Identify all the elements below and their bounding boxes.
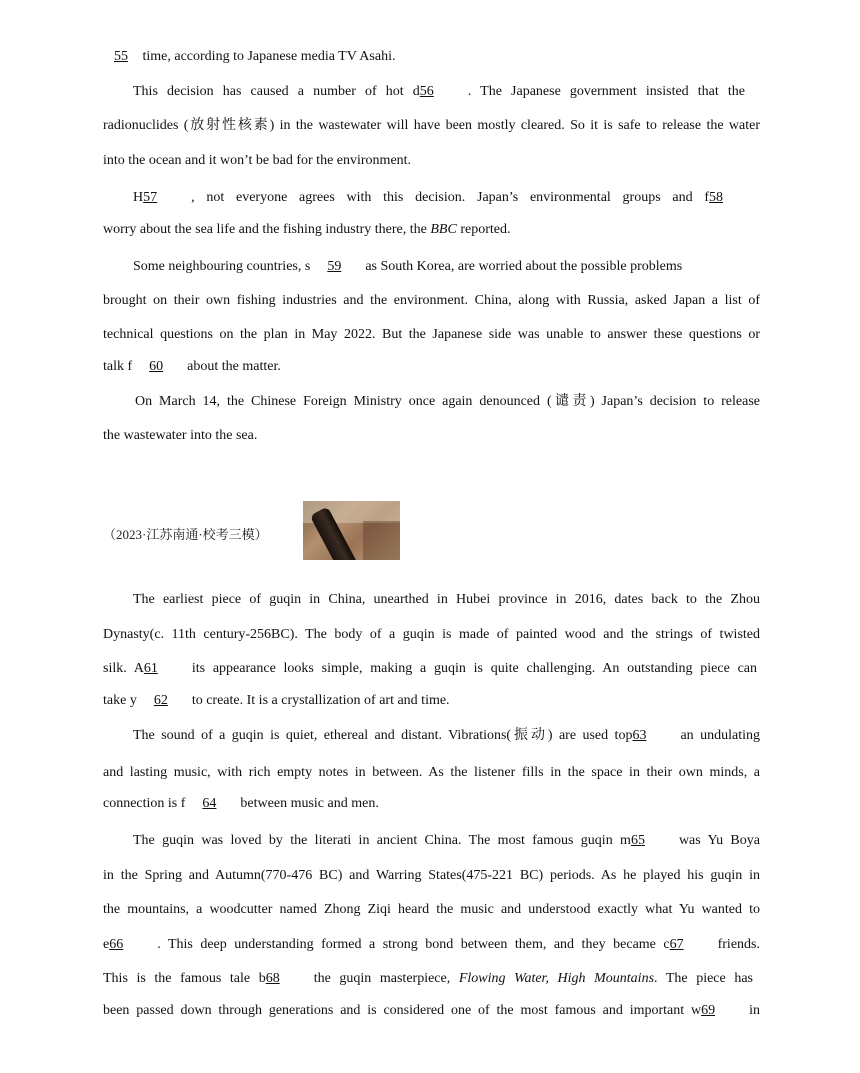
text-run: time, according to Japanese media TV Asahi.: [142, 49, 396, 64]
answer-blank-58[interactable]: 58: [709, 190, 723, 205]
text-line: brought on their own fishing industries and the environment. China, along with Russia, asked Japan a list of: [103, 293, 760, 308]
text-run: between music and men.: [240, 796, 379, 811]
text-run: connection is f: [103, 796, 186, 811]
text-run: take y: [103, 693, 137, 708]
text-run: This decision has caused a number of hot d: [133, 84, 420, 99]
text-line: [133, 189, 757, 207]
text-run: was Yu Boya: [678, 833, 760, 848]
answer-blank-62[interactable]: 62: [153, 693, 168, 708]
answer-blank-60[interactable]: 60: [149, 359, 164, 374]
text-line: [103, 48, 395, 66]
text-line: in the Spring and Autumn(770-476 BC) and Warring States(475-221 BC) periods. As he played his guqin in: [103, 868, 760, 883]
text-line: [133, 258, 682, 276]
text-run: Some neighbouring countries, s: [133, 259, 311, 274]
text-line: [103, 970, 753, 988]
text-line: into the ocean and it won’t be bad for the environment.: [103, 153, 412, 168]
text-line: [133, 832, 760, 850]
text-run: H: [133, 190, 144, 205]
text-line: [133, 83, 745, 101]
text-line: [103, 936, 760, 954]
text-line: [103, 1002, 760, 1020]
text-line: [103, 692, 450, 710]
answer-blank-57[interactable]: 57: [143, 190, 158, 205]
masterpiece-title: Flowing Water, High Mountains: [458, 971, 655, 986]
text-run: its appearance looks simple, making a guqin is quite challenging. An outstanding piece can: [191, 661, 757, 676]
text-run: talk f: [103, 359, 133, 374]
text-line: On March 14, the Chinese Foreign Ministry once again denounced (谴责) Japan’s decision to release: [135, 394, 760, 409]
text-line: [103, 795, 379, 813]
answer-blank-56[interactable]: 56: [419, 84, 434, 99]
bbc-italic: BBC: [430, 222, 457, 237]
text-run: as South Korea, are worried about the possible problems: [365, 259, 683, 274]
text-line: the wastewater into the sea.: [103, 428, 258, 443]
text-run: silk. A: [103, 661, 144, 676]
answer-blank-55[interactable]: 55: [114, 49, 128, 64]
text-run: e: [103, 937, 110, 952]
text-run: an undulating: [680, 728, 760, 743]
answer-blank-66[interactable]: 66: [109, 937, 124, 952]
text-line: [103, 221, 510, 239]
guqin-photo: [303, 501, 400, 560]
answer-blank-67[interactable]: 67: [669, 937, 684, 952]
answer-blank-65[interactable]: 65: [630, 833, 645, 848]
text-run: reported.: [456, 222, 511, 237]
answer-blank-59[interactable]: 59: [327, 259, 342, 274]
text-run: , not everyone agrees with this decision. Japan’s environmental groups and f: [191, 190, 709, 205]
text-line: radionuclides (放射性核素) in the wastewater will have been mostly cleared. So it is safe to release the water: [103, 118, 760, 133]
text-line: The earliest piece of guqin in China, unearthed in Hubei province in 2016, dates back to the Zhou: [133, 592, 760, 607]
text-line: [133, 727, 760, 745]
text-run: This is the famous tale b: [103, 971, 266, 986]
text-run: worry about the sea life and the fishing industry there, the: [103, 222, 431, 237]
text-run: in: [749, 1003, 760, 1018]
answer-blank-61[interactable]: 61: [143, 661, 158, 676]
answer-blank-63[interactable]: 63: [632, 728, 647, 743]
answer-blank-69[interactable]: 69: [701, 1003, 716, 1018]
text-line: [103, 358, 281, 376]
text-run: to create. It is a crystallization of art and time.: [191, 693, 450, 708]
answer-blank-64[interactable]: 64: [202, 796, 217, 811]
text-run: The guqin was loved by the literati in ancient China. The most famous guqin m: [133, 833, 631, 848]
text-run: about the matter.: [187, 359, 281, 374]
answer-blank-68[interactable]: 68: [265, 971, 280, 986]
text-run: been passed down through generations and is considered one of the most famous and important w: [103, 1003, 702, 1018]
text-line: [103, 660, 757, 678]
text-run: friends.: [717, 937, 760, 952]
text-line: and lasting music, with rich empty notes in between. As the listener fills in the space in their own minds, a: [103, 765, 760, 780]
text-run: the guqin masterpiece,: [313, 971, 459, 986]
text-line: technical questions on the plan in May 2022. But the Japanese side was unable to answer these questions or: [103, 327, 760, 342]
text-run: . This deep understanding formed a strong bond between them, and they became c: [157, 937, 670, 952]
text-run: . The Japanese government insisted that the: [467, 84, 746, 99]
text-line: the mountains, a woodcutter named Zhong Ziqi heard the music and understood exactly what Yu wanted to: [103, 902, 760, 917]
text-line: Dynasty(c. 11th century-256BC). The body of a guqin is made of painted wood and the strings of twisted: [103, 627, 760, 642]
text-run: The sound of a guqin is quiet, ethereal and distant. Vibrations(振动) are used top: [133, 728, 633, 743]
text-run: . The piece has: [654, 971, 753, 986]
source-tag: （2023·江苏南通·校考三模）: [103, 527, 268, 542]
